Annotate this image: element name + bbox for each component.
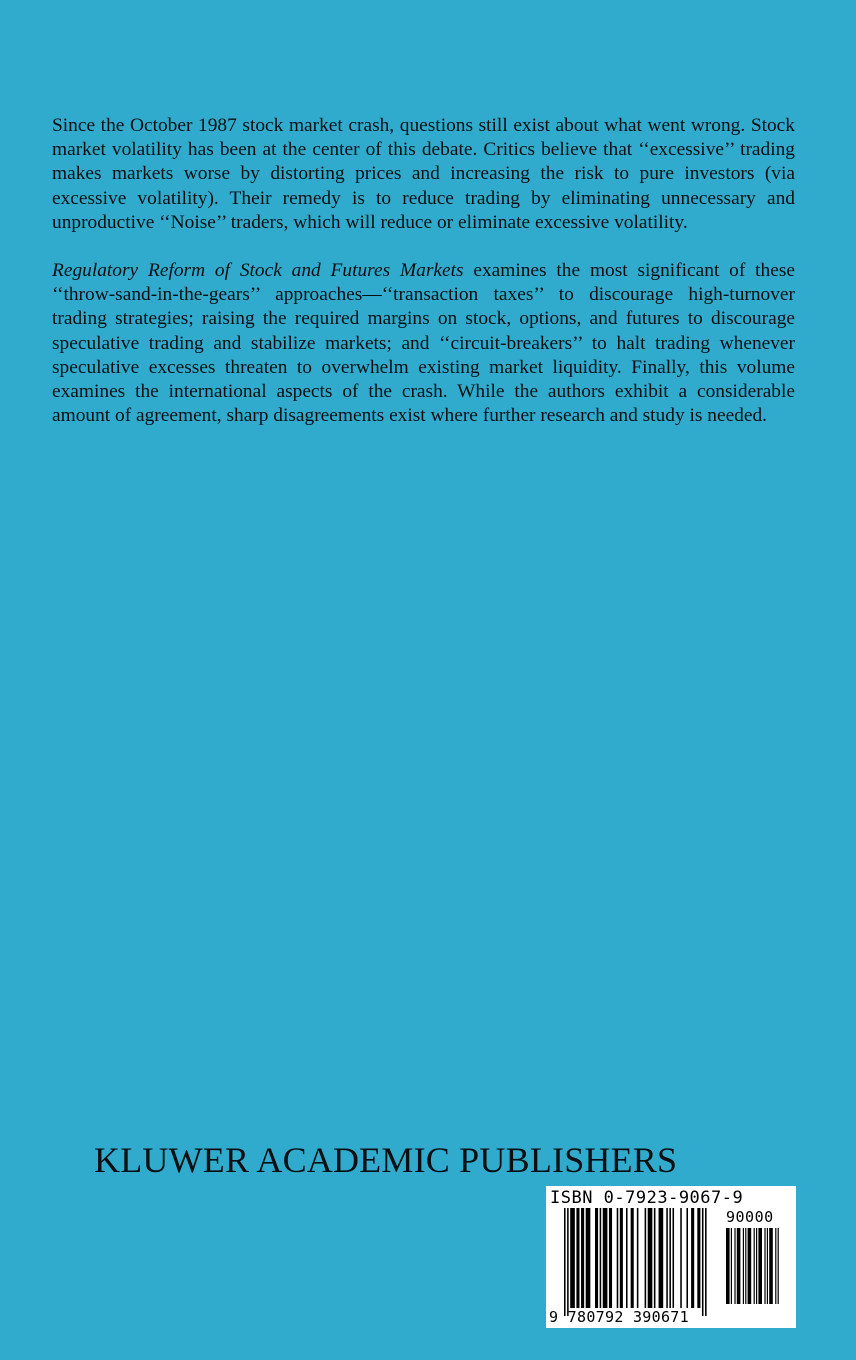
barcode-bar: [603, 1208, 608, 1308]
barcode-bar: [680, 1208, 682, 1308]
barcode-guard-bar: [705, 1208, 707, 1316]
barcode-bar: [691, 1208, 694, 1308]
barcode-addon-bar: [754, 1228, 755, 1304]
barcode-bar: [686, 1208, 688, 1308]
barcode-addon-bar: [775, 1228, 776, 1304]
barcode-addon-bar: [756, 1228, 757, 1304]
barcode-bar: [581, 1208, 584, 1308]
barcode-addon-bar: [726, 1228, 730, 1304]
barcode-addon-bar: [737, 1228, 741, 1304]
barcode-bar: [666, 1208, 668, 1308]
barcode-bar: [631, 1208, 634, 1308]
barcode-guard-bar: [702, 1208, 704, 1316]
barcode-addon-bar: [748, 1228, 752, 1304]
book-title: Regulatory Reform of Stock and Futures Markets: [52, 260, 464, 282]
barcode-bar: [654, 1208, 656, 1308]
barcode-bar: [626, 1208, 628, 1308]
barcode-bar: [570, 1208, 575, 1308]
publisher-name: KLUWER ACADEMIC PUBLISHERS: [94, 1140, 678, 1180]
barcode-addon-bar: [778, 1228, 779, 1304]
barcode-bar: [645, 1208, 647, 1308]
barcode-guard-bar: [567, 1208, 569, 1316]
blurb-paragraph-2-text: examines the most significant of these ‘‘throw-sand-in-the-gears’’ approaches—‘‘transaction taxes’’ to discourage high-turnover trading strategies; raising the required margins on stock, options, and futures to discourage speculative trading and stabilize markets; and ‘‘circuit-breakers’’ to halt trading whenever speculative excesses threaten to overwhelm existing market liquidity. Finally, this volume examines the international aspects of the crash. While the authors exhibit a considerable amount of agreement, sharp disagreements exist where further research and study is needed.: [52, 260, 795, 427]
barcode-bar: [620, 1208, 623, 1308]
barcode-bar: [617, 1208, 619, 1308]
blurb-paragraph-1: Since the October 1987 stock market crash, questions still exist about what went wrong. Stock market volatility has been at the center of this debate. Critics believe that ‘‘excessive’’ trading makes markets worse by distorting prices and increasing the risk to pure investors (via excessive volatility). Their remedy is to reduce trading by eliminating unnecessary and unproductive ‘‘Noise’’ traders, which will reduce or eliminate excessive volatility.: [52, 115, 795, 233]
barcode-bar: [669, 1208, 671, 1308]
barcode-addon-bar: [758, 1228, 762, 1304]
barcode-bar: [637, 1208, 639, 1308]
barcode-bar: [697, 1208, 700, 1308]
barcode-bar: [659, 1208, 664, 1308]
barcode-addon-bar: [767, 1228, 768, 1304]
barcode-guard-bar: [564, 1208, 566, 1316]
barcode-bar: [595, 1208, 598, 1308]
barcode-bar: [600, 1208, 602, 1308]
isbn-number: ISBN 0-7923-9067-9: [550, 1188, 744, 1208]
barcode-addon-bar: [731, 1228, 732, 1304]
ean-digits: 9 780792 390671: [549, 1308, 689, 1326]
barcode-bar: [586, 1208, 591, 1308]
price-code: 90000: [726, 1208, 774, 1226]
barcode-bar: [673, 1208, 675, 1308]
barcode-addon-bar: [769, 1228, 773, 1304]
barcode-addon-bar: [743, 1228, 744, 1304]
barcode-addon-bar: [734, 1228, 735, 1304]
isbn-barcode: [546, 1186, 796, 1328]
barcode-addon-bar: [764, 1228, 765, 1304]
blurb-paragraph-2: [52, 259, 795, 428]
barcode-addon-bar: [745, 1228, 746, 1304]
barcode-bar: [609, 1208, 612, 1308]
cover-blurb: [52, 114, 795, 428]
barcode-bar: [648, 1208, 653, 1308]
barcode-bar: [576, 1208, 579, 1308]
